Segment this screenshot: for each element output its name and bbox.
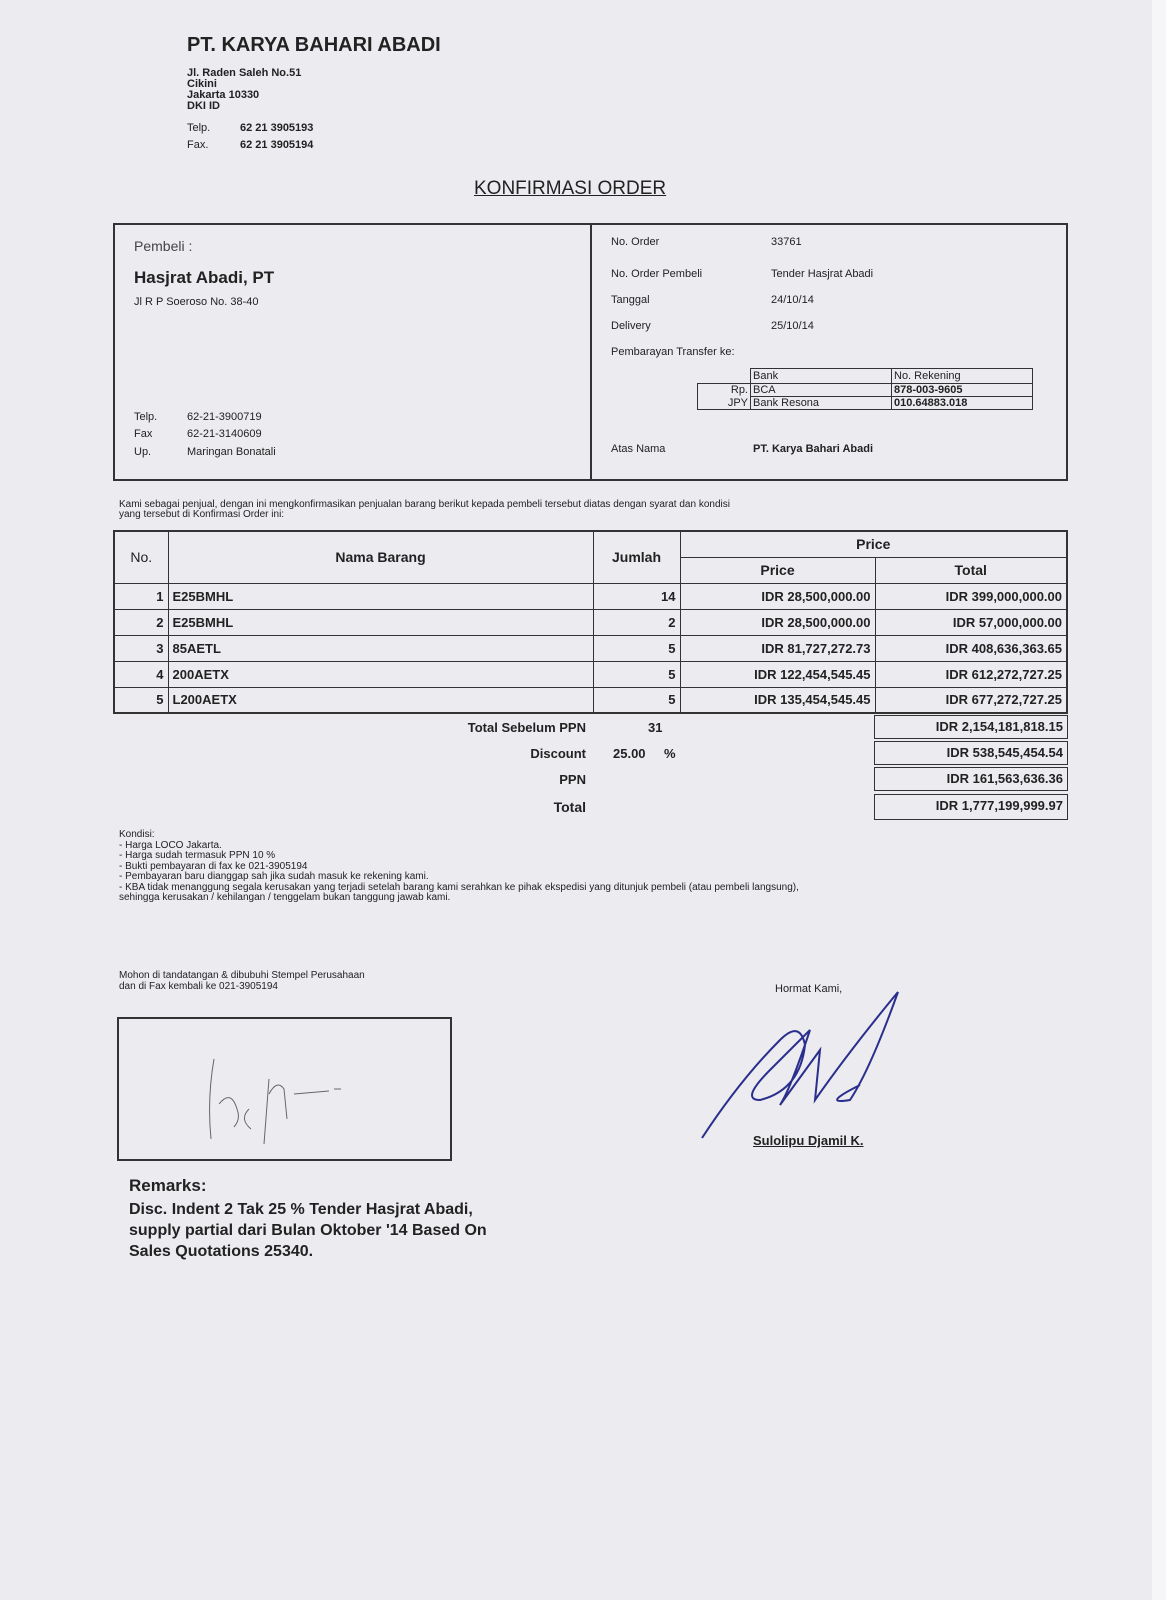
discount-value: IDR 538,545,454.54 bbox=[874, 741, 1068, 765]
buyer-up-label: Up. bbox=[134, 446, 152, 458]
ppn-value: IDR 161,563,636.36 bbox=[874, 767, 1068, 791]
sign-request bbox=[119, 971, 365, 992]
transfer-label: Pembarayan Transfer ke: bbox=[611, 346, 735, 358]
sign-request-line: dan di Fax kembali ke 021-3905194 bbox=[119, 980, 278, 992]
subtotal-value: IDR 2,154,181,818.15 bbox=[874, 715, 1068, 739]
condition-line: Kondisi: bbox=[119, 829, 155, 840]
date-label: Tanggal bbox=[611, 294, 650, 306]
cell-total: IDR 57,000,000.00 bbox=[875, 609, 1067, 635]
buyer-telp-label: Telp. bbox=[134, 411, 158, 423]
cell-no: 2 bbox=[114, 609, 168, 635]
table-row bbox=[114, 583, 1067, 609]
buyer-order-no-label: No. Order Pembeli bbox=[611, 268, 703, 280]
telp-value: 62 21 3905193 bbox=[240, 122, 314, 134]
cell-price: IDR 135,454,545.45 bbox=[680, 687, 875, 713]
cell-qty: 14 bbox=[593, 583, 680, 609]
bank-header: Bank bbox=[751, 369, 892, 384]
order-no: 33761 bbox=[771, 236, 802, 248]
condition-line: - Pembayaran baru dianggap sah jika sudah masuk ke rekening kami. bbox=[119, 871, 429, 882]
percent-sign: % bbox=[664, 746, 676, 761]
address-line: Jakarta 10330 bbox=[187, 89, 260, 101]
buyer-up: Maringan Bonatali bbox=[187, 446, 276, 458]
cell-name: 85AETL bbox=[168, 635, 593, 661]
address-line: Cikini bbox=[187, 78, 217, 90]
buyer-signature-box bbox=[117, 1017, 452, 1161]
atas-nama: PT. Karya Bahari Abadi bbox=[753, 443, 874, 455]
sign-request-line: Mohon di tandatangan & dibubuhi Stempel Perusahaan bbox=[119, 970, 365, 981]
table-row bbox=[114, 661, 1067, 687]
account-header: No. Rekening bbox=[892, 369, 1033, 384]
delivery-date: 25/10/14 bbox=[771, 320, 814, 332]
cell-no: 4 bbox=[114, 661, 168, 687]
signatory-name: Sulolipu Djamil K. bbox=[753, 1133, 864, 1148]
total-label: Total bbox=[553, 799, 586, 815]
fax-label: Fax. bbox=[187, 139, 209, 151]
fax-value: 62 21 3905194 bbox=[240, 139, 314, 151]
remarks-text bbox=[129, 1199, 487, 1262]
condition-line: - Bukti pembayaran di fax ke 021-3905194 bbox=[119, 860, 308, 872]
cell-price: IDR 122,454,545.45 bbox=[680, 661, 875, 687]
condition-line: - Harga LOCO Jakarta. bbox=[119, 839, 222, 851]
total-value: IDR 1,777,199,999.97 bbox=[874, 794, 1068, 820]
cell-name: E25BMHL bbox=[168, 609, 593, 635]
cell-price: IDR 81,727,272.73 bbox=[680, 635, 875, 661]
col-total: Total bbox=[875, 557, 1067, 583]
company-address bbox=[187, 68, 301, 112]
currency: JPY bbox=[698, 397, 751, 410]
buyer-name: Hasjrat Abadi, PT bbox=[134, 268, 275, 287]
cell-name: 200AETX bbox=[168, 661, 593, 687]
cell-no: 5 bbox=[114, 687, 168, 713]
cell-qty: 5 bbox=[593, 635, 680, 661]
col-name: Nama Barang bbox=[168, 531, 593, 583]
discount-label: Discount bbox=[530, 746, 586, 761]
remarks-line: supply partial dari Bulan Oktober '14 Based On bbox=[129, 1222, 487, 1239]
cell-name: L200AETX bbox=[168, 687, 593, 713]
order-no-label: No. Order bbox=[611, 236, 660, 248]
cell-total: IDR 408,636,363.65 bbox=[875, 635, 1067, 661]
cell-total: IDR 612,272,727.25 bbox=[875, 661, 1067, 687]
cell-price: IDR 28,500,000.00 bbox=[680, 583, 875, 609]
intro-line: Kami sebagai penjual, dengan ini mengkonfirmasikan penjualan barang berikut kepada pembeli tersebut diatas dengan syarat dan kondisi bbox=[119, 499, 730, 510]
subtotal-qty: 31 bbox=[648, 720, 663, 735]
document-title: KONFIRMASI ORDER bbox=[474, 178, 667, 199]
table-row bbox=[114, 687, 1067, 713]
ppn-label: PPN bbox=[559, 772, 586, 787]
discount-percent: 25.00 bbox=[613, 746, 646, 761]
conditions bbox=[119, 830, 799, 904]
intro-text bbox=[119, 500, 730, 520]
cell-qty: 5 bbox=[593, 661, 680, 687]
buyer-order-no: Tender Hasjrat Abadi bbox=[771, 268, 874, 280]
buyer-label: Pembeli : bbox=[134, 238, 193, 254]
buyer-telp: 62-21-3900719 bbox=[187, 411, 262, 423]
cell-qty: 2 bbox=[593, 609, 680, 635]
bank-name: Bank Resona bbox=[751, 397, 892, 410]
delivery-label: Delivery bbox=[611, 320, 651, 332]
table-row bbox=[114, 635, 1067, 661]
condition-line: - KBA tidak menanggung segala kerusakan yang terjadi setelah barang kami serahkan ke pihak ekspedisi yang ditunjuk pembeli (atau pembeli langsung), bbox=[119, 881, 799, 893]
cell-total: IDR 677,272,727.25 bbox=[875, 687, 1067, 713]
table-row bbox=[114, 609, 1067, 635]
col-no: No. bbox=[114, 531, 168, 583]
account-number: 010.64883.018 bbox=[892, 397, 1033, 410]
telp-label: Telp. bbox=[187, 122, 211, 134]
items-table bbox=[113, 530, 1068, 714]
condition-line: sehingga kerusakan / kehilangan / tenggelam bukan tanggung jawab kami. bbox=[119, 892, 451, 903]
cell-no: 3 bbox=[114, 635, 168, 661]
subtotal-label: Total Sebelum PPN bbox=[467, 720, 586, 735]
buyer-fax: 62-21-3140609 bbox=[187, 428, 262, 440]
bank-table bbox=[697, 368, 1033, 410]
buyer-signature bbox=[119, 1019, 450, 1159]
bank-name: BCA bbox=[751, 384, 892, 397]
buyer-address: Jl R P Soeroso No. 38-40 bbox=[134, 296, 259, 308]
address-line: DKI ID bbox=[187, 100, 220, 112]
remarks-line: Sales Quotations 25340. bbox=[129, 1243, 314, 1260]
intro-line: yang tersebut di Konfirmasi Order ini: bbox=[119, 509, 285, 520]
col-price-group: Price bbox=[680, 531, 1067, 557]
condition-line: - Harga sudah termasuk PPN 10 % bbox=[119, 850, 276, 861]
date: 24/10/14 bbox=[771, 294, 814, 306]
remarks-label: Remarks: bbox=[129, 1176, 207, 1195]
seller-signature bbox=[700, 990, 910, 1140]
buyer-fax-label: Fax bbox=[134, 428, 153, 440]
scan-edge bbox=[1152, 0, 1166, 1600]
cell-total: IDR 399,000,000.00 bbox=[875, 583, 1067, 609]
cell-price: IDR 28,500,000.00 bbox=[680, 609, 875, 635]
col-price: Price bbox=[680, 557, 875, 583]
account-number: 878-003-9605 bbox=[892, 384, 1033, 397]
cell-name: E25BMHL bbox=[168, 583, 593, 609]
currency: Rp. bbox=[698, 384, 751, 397]
remarks-line: Disc. Indent 2 Tak 25 % Tender Hasjrat Abadi, bbox=[129, 1201, 473, 1218]
col-qty: Jumlah bbox=[593, 531, 680, 583]
cell-qty: 5 bbox=[593, 687, 680, 713]
address-line: Jl. Raden Saleh No.51 bbox=[187, 67, 302, 79]
divider bbox=[590, 223, 592, 481]
cell-no: 1 bbox=[114, 583, 168, 609]
atas-nama-label: Atas Nama bbox=[611, 443, 666, 455]
company-name: PT. KARYA BAHARI ABADI bbox=[187, 34, 441, 56]
regards: Hormat Kami, bbox=[775, 983, 843, 995]
